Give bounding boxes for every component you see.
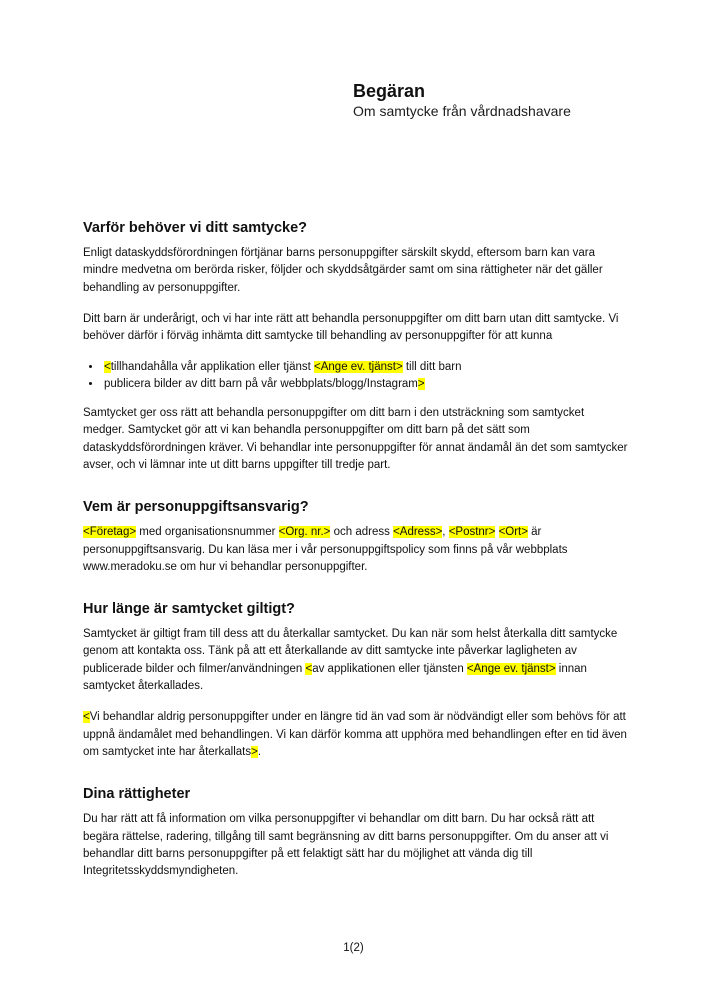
text-run: till ditt barn — [402, 361, 462, 374]
document-subtitle: Om samtycke från vårdnadshavare — [353, 103, 571, 119]
highlighted-text: > — [251, 745, 258, 758]
section-heading: Vem är personuppgiftsansvarig? — [83, 499, 309, 516]
text-run: Samtycket ger oss rätt att behandla personuppgifter om ditt barn i den utsträckning som samtycket medger. Samtycket gör att vi kan behandla personuppgifter om ditt barn på det sätt som dataskyddsförordningen kräver. Vi behandlar inte personuppgifter för annat ändamål än det som samtycker avser, och vi lämnar inte ut ditt barns uppgifter till tredje part. — [83, 407, 628, 471]
highlighted-text: <Ort> — [498, 526, 528, 539]
section-heading: Varför behöver vi ditt samtycke? — [83, 220, 308, 236]
bullet-list — [83, 359, 628, 392]
highlighted-text: <Företag> — [83, 526, 137, 539]
text-run: Enligt dataskyddsförordningen förtjänar barns personuppgifter särskilt skydd, eftersom barn kan vara mindre medvetna om berörda risker, följder och skyddsåtgärder samt om sina rättigheter när det gäller behandling av personuppgifter. — [83, 247, 603, 294]
bullet-item — [102, 376, 628, 392]
text-run: tillhandahålla vår applikation eller tjänst — [110, 361, 315, 374]
text-run: och adress — [330, 526, 394, 539]
highlighted-text: < — [83, 711, 90, 724]
text-run: , — [442, 526, 449, 539]
highlighted-text: < — [305, 662, 313, 675]
page-number: 1(2) — [343, 942, 364, 954]
paragraph — [83, 811, 628, 880]
highlighted-text: <Ange ev. tjänst> — [314, 361, 403, 374]
section-consent-validity — [83, 601, 628, 761]
text-run: av applikationen eller tjänsten — [312, 662, 467, 675]
highlighted-text: <Adress> — [393, 526, 443, 539]
paragraph — [83, 524, 628, 576]
text-run: innan samtycket återkallades. — [83, 662, 587, 693]
document-body — [83, 220, 628, 905]
bullet-item — [102, 359, 628, 375]
text-run: Du har rätt att få information om vilka personuppgifter vi behandlar om ditt barn. Du har också rätt att begära rättelse, radering, tillgång till samt begränsning av ditt barns personuppgifter. Om du anser att vi behandlar ditt barns personuppgifter på ett felaktigt sätt har du möjlighet att vända dig till Integritetsskyddsmyndigheten. — [83, 813, 609, 878]
text-run: Vi behandlar aldrig personuppgifter under en längre tid än vad som är nödvändigt eller som behövs för att uppnå ändamålet med behandlingen. Vi kan därför komma att upphöra med behandlingen efter en tid även om samtycket inte har återkallats — [83, 711, 627, 758]
highlighted-text: > — [417, 377, 425, 390]
text-run: Ditt barn är underårigt, och vi har inte rätt att behandla personuppgifter om ditt barn utan ditt samtycke. Vi behöver därför i förväg inhämta ditt samtycke till behandling av personuppgifter för att kunna — [83, 312, 619, 343]
section-your-rights — [83, 786, 628, 880]
document-header — [353, 80, 571, 121]
text-run: Samtycket är giltigt fram till dess att du återkallar samtycket. Du kan när som helst återkalla ditt samtycke genom att kontakta oss. Tänk på att ett återkallande av ditt samtycke inte påverkar lagligheten av publicerade bilder och filmer/användningen — [83, 628, 618, 675]
text-run: publicera bilder av ditt barn på vår webbplats/blogg/Instagram — [104, 377, 418, 390]
paragraph — [83, 245, 628, 297]
section-heading: Dina rättigheter — [83, 786, 191, 803]
paragraph — [83, 626, 628, 695]
highlighted-text: <Postnr> — [448, 526, 496, 539]
text-run: med organisationsnummer — [136, 526, 279, 539]
paragraph — [83, 709, 628, 761]
document-title: Begäran — [353, 81, 426, 101]
paragraph — [83, 405, 628, 474]
section-why-consent — [83, 220, 628, 474]
highlighted-text: < — [104, 361, 111, 374]
text-run: är personuppgiftsansvarig. Du kan läsa mer i vår personuppgiftspolicy som finns på vår webbplats www.meradoku.se om hur vi behandlar personuppgifter. — [83, 526, 568, 573]
section-heading: Hur länge är samtycket giltigt? — [83, 601, 295, 618]
paragraph — [83, 311, 628, 346]
highlighted-text: <Ange ev. tjänst> — [466, 662, 556, 675]
text-run: . — [257, 745, 262, 758]
highlighted-text: <Org. nr.> — [278, 526, 331, 539]
section-data-controller — [83, 499, 628, 576]
